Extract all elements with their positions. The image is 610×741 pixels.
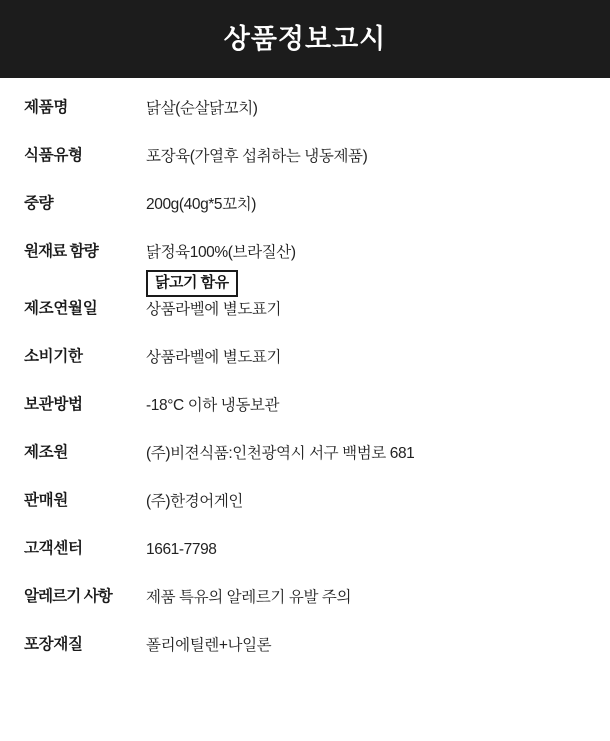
- row-label: 식품유형: [24, 147, 83, 164]
- row-value: 포장육(가열후 섭취하는 냉동제품): [146, 148, 368, 165]
- row-value-block: [146, 96, 258, 119]
- row-value-block: [146, 585, 351, 608]
- table-row: [0, 144, 610, 192]
- row-value: 제품 특유의 알레르기 유발 주의: [146, 589, 352, 607]
- row-value-block: [146, 297, 281, 320]
- table-row: [0, 393, 610, 441]
- table-row: [0, 297, 610, 345]
- row-value-block: [146, 240, 296, 297]
- row-value: 상품라벨에 별도표기: [146, 349, 282, 367]
- row-value-block: [146, 393, 279, 416]
- row-label: 포장재질: [24, 636, 83, 654]
- row-label: 중량: [24, 195, 54, 212]
- row-value: 닭정육100%(브라질산): [146, 244, 296, 261]
- row-value: 1661-7798: [146, 541, 217, 559]
- row-value: 닭살(순살닭꼬치): [146, 100, 258, 117]
- row-value: (주)한경어게인: [146, 493, 243, 511]
- row-label: 고객센터: [24, 540, 83, 558]
- row-label: 원재료 함량: [24, 243, 98, 260]
- row-value: 200g(40g*5꼬치): [146, 196, 257, 213]
- row-value-block: [146, 489, 243, 512]
- ingredient-badge: 닭고기 함유: [146, 270, 238, 297]
- row-label: 알레르기 사항: [24, 588, 112, 606]
- table-row: [0, 192, 610, 240]
- row-label: 제품명: [24, 99, 69, 116]
- table-row: [0, 345, 610, 393]
- table-row: [0, 489, 610, 537]
- row-value: 폴리에틸렌+나일론: [146, 637, 272, 655]
- row-value: (주)비젼식품:인천광역시 서구 백범로 681: [146, 445, 415, 463]
- table-row: [0, 633, 610, 681]
- row-value: -18°C 이하 냉동보관: [146, 397, 280, 415]
- row-value-block: [146, 144, 367, 167]
- row-value: 상품라벨에 별도표기: [146, 301, 282, 319]
- row-value-block: [146, 633, 271, 656]
- table-row: [0, 537, 610, 585]
- row-label: 판매원: [24, 492, 69, 510]
- page-title: 상품정보고시: [223, 23, 387, 54]
- page-header: [0, 0, 610, 78]
- table-row: [0, 441, 610, 489]
- row-label: 제조원: [24, 444, 69, 462]
- row-label: 소비기한: [24, 348, 83, 366]
- product-info-table: [0, 78, 610, 681]
- table-row: [0, 585, 610, 633]
- row-value-block: [146, 537, 217, 560]
- row-value-block: [146, 441, 414, 464]
- table-row: [0, 96, 610, 144]
- row-value-block: [146, 345, 281, 368]
- table-row: [0, 240, 610, 297]
- row-value-block: [146, 192, 256, 215]
- row-label: 제조연월일: [24, 300, 98, 318]
- row-label: 보관방법: [24, 396, 83, 414]
